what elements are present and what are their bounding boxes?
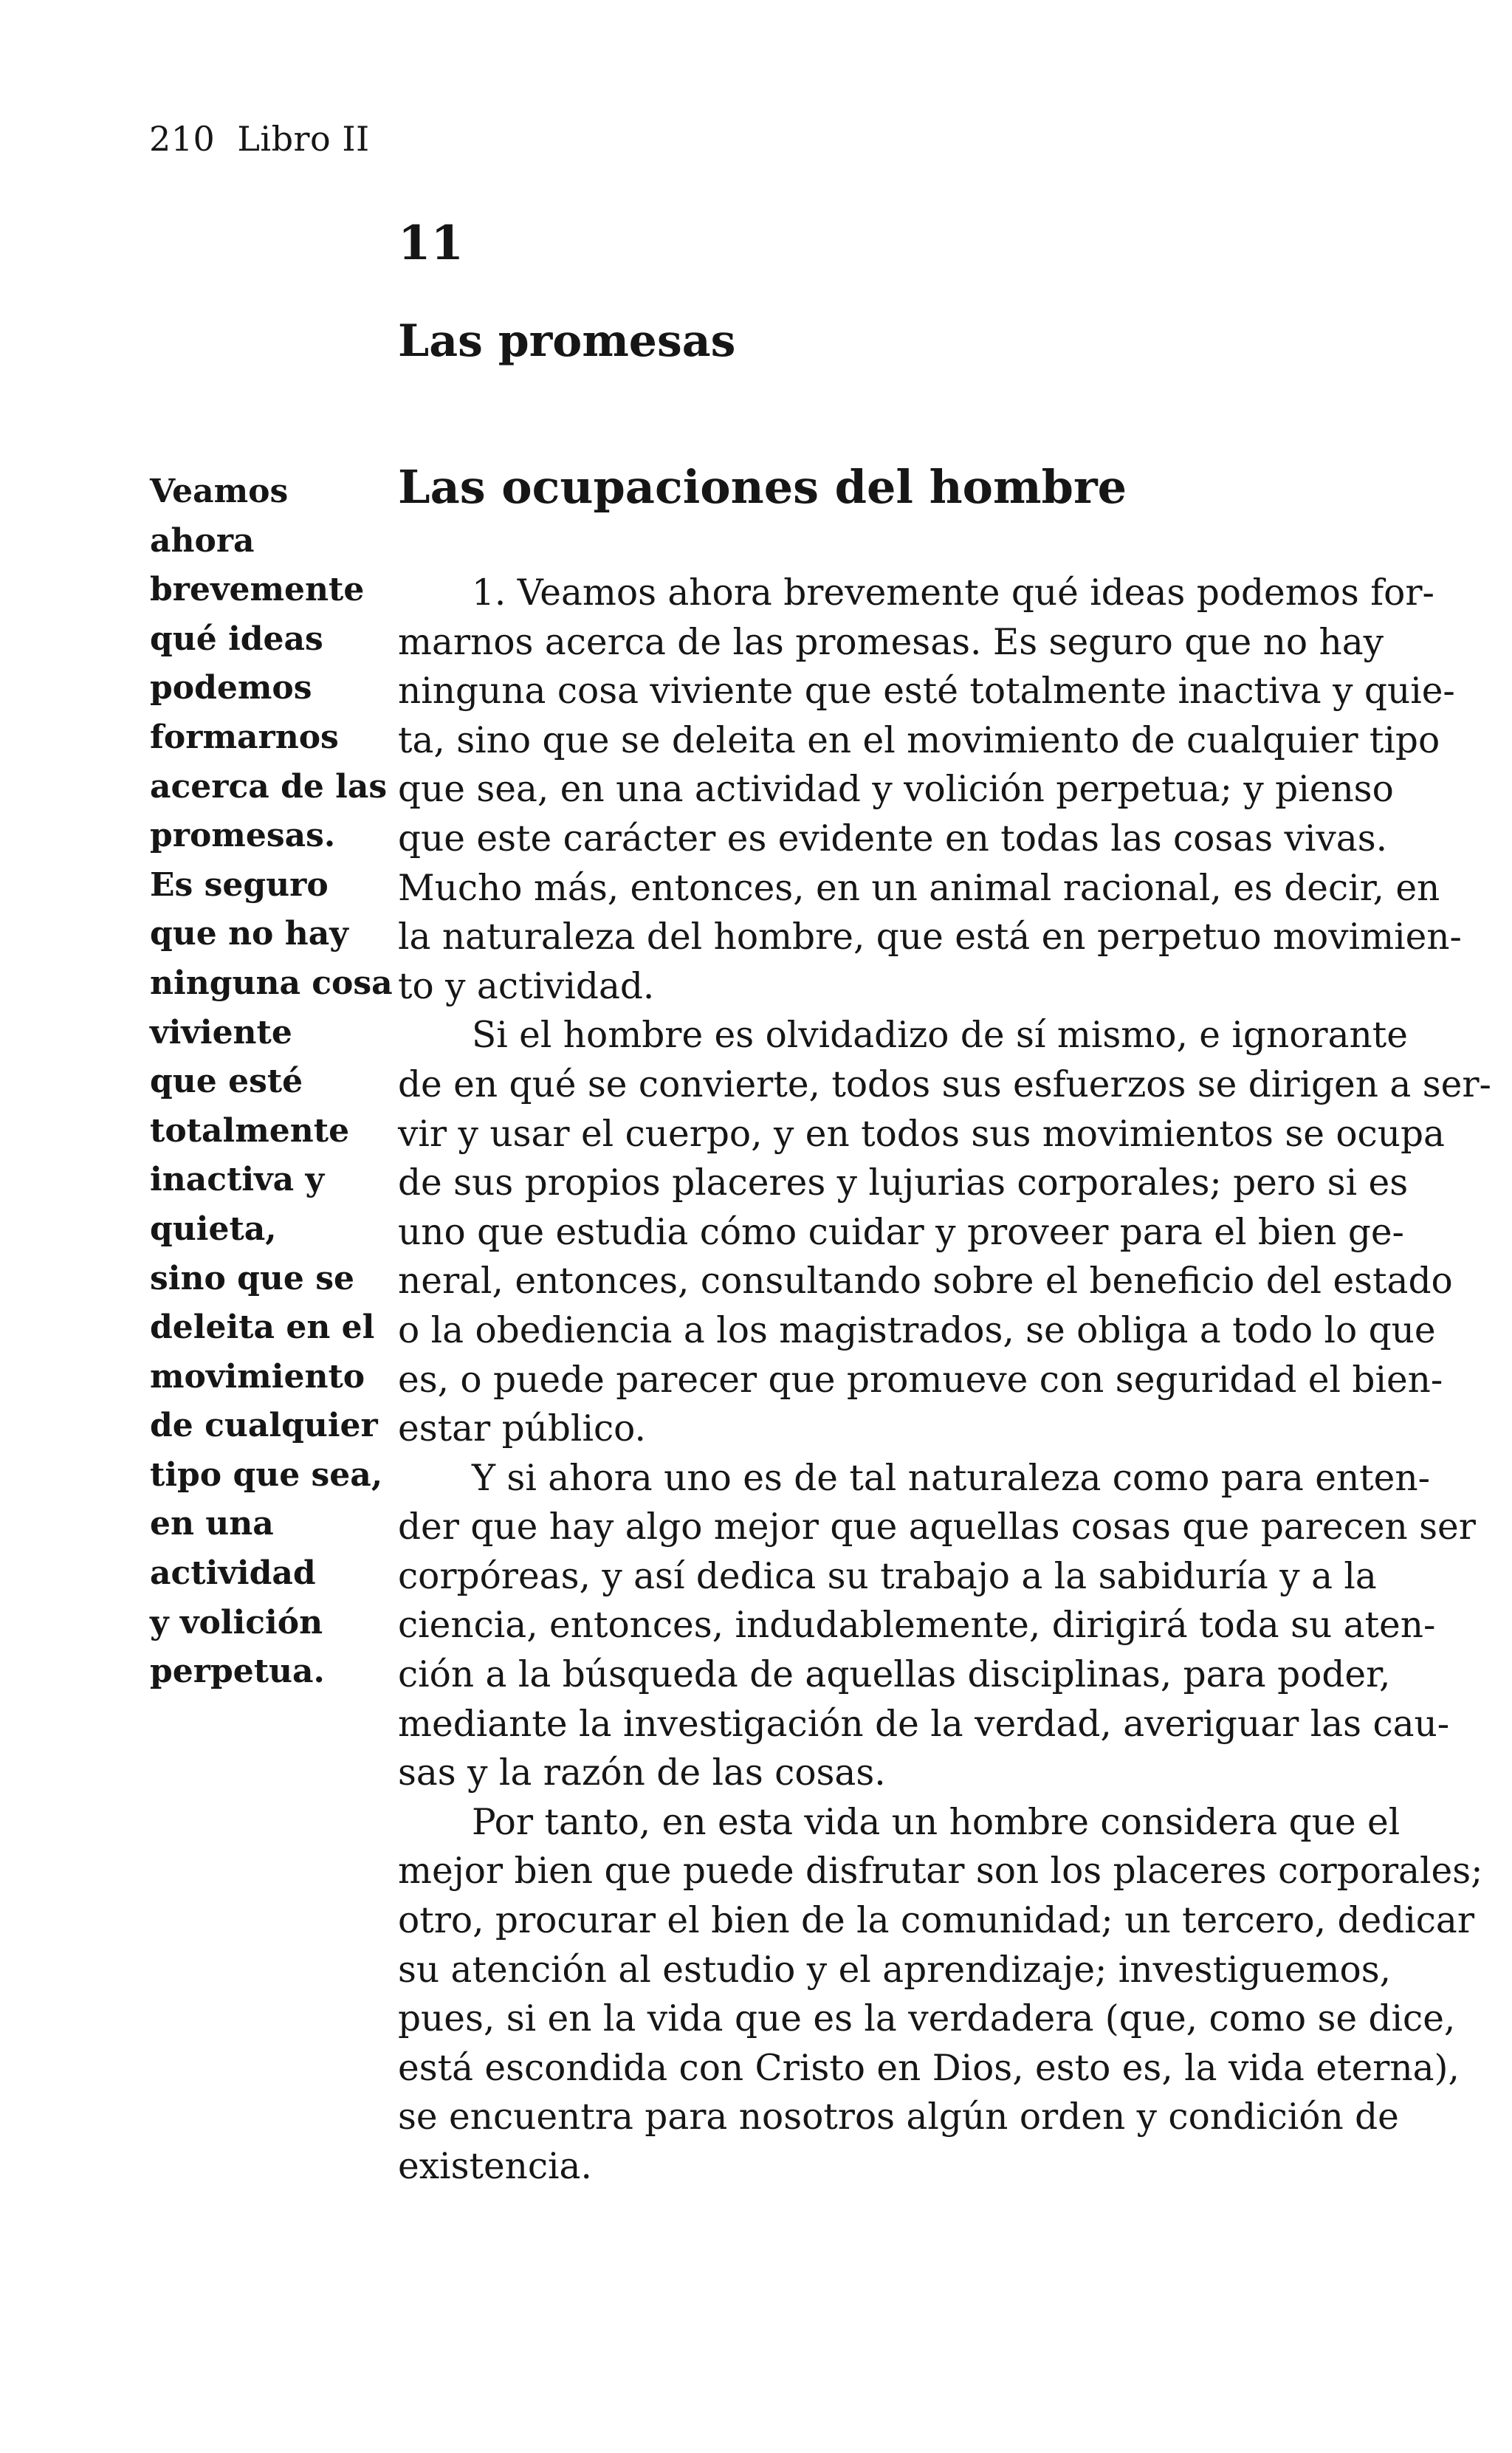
margin-note-line: sino que se [150, 1259, 354, 1297]
margin-note-line: Es seguro [150, 865, 329, 904]
body-line: existencia. [398, 2146, 592, 2187]
chapter-title: Las promesas [398, 315, 736, 367]
margin-note-line: promesas. [150, 817, 336, 855]
margin-note-line: totalmente [150, 1111, 350, 1150]
margin-note-line: perpetua. [150, 1653, 325, 1691]
chapter-number: 11 [398, 216, 464, 271]
body-text [398, 569, 1491, 2192]
body-line: ninguna cosa viviente que esté totalmente inactiva y quie- [398, 670, 1455, 713]
page-number: 210 [149, 119, 216, 159]
running-head [149, 117, 370, 161]
body-line: marnos acerca de las promesas. Es seguro que no hay [398, 621, 1384, 663]
margin-note-line: inactiva y [150, 1161, 325, 1199]
body-line: estar público. [398, 1408, 646, 1450]
body-line: neral, entonces, consultando sobre el beneficio del estado [398, 1260, 1453, 1303]
body-line: to y actividad. [398, 965, 655, 1007]
book-label: Libro II [237, 119, 370, 159]
body-line: está escondida con Cristo en Dios, esto es, la vida eterna), [398, 2047, 1460, 2089]
margin-note-line: Veamos [150, 473, 289, 510]
body-line: mediante la investigación de la verdad, averiguar las cau- [398, 1703, 1450, 1745]
section-title: Las ocupaciones del hombre [398, 460, 1127, 514]
margin-note-line: tipo que sea, [150, 1455, 383, 1494]
body-line: ta, sino que se deleita en el movimiento de cualquier tipo [398, 719, 1440, 761]
margin-note-line: que no hay [150, 915, 348, 953]
margin-note-line: en una [150, 1505, 274, 1543]
body-line: vir y usar el cuerpo, y en todos sus movimientos se ocupa [398, 1113, 1445, 1155]
body-line: ciencia, entonces, indudablemente, dirigirá toda su aten- [398, 1605, 1436, 1647]
margin-note-line: acerca de las [150, 767, 388, 806]
body-line: otro, procurar el bien de la comunidad; un tercero, dedicar [398, 1900, 1475, 1942]
margin-note-line: quieta, [150, 1210, 277, 1248]
margin-note-line: movimiento [150, 1357, 365, 1396]
margin-note-line: y volición [150, 1603, 323, 1641]
margin-note-line: actividad [150, 1554, 316, 1593]
margin-note-line: podemos [150, 669, 312, 707]
body-line: que este carácter es evidente en todas las cosas vivas. [398, 817, 1388, 860]
body-line: der que hay algo mejor que aquellas cosas que parecen ser [398, 1506, 1476, 1548]
body-line: que sea, en una actividad y volición perpetua; y pienso [398, 769, 1394, 811]
margin-note-line: deleita en el [150, 1308, 375, 1347]
body-line: Por tanto, en esta vida un hombre considera que el [472, 1801, 1401, 1843]
margin-note-line: formarnos [150, 718, 339, 756]
body-line: ción a la búsqueda de aquellas disciplinas, para poder, [398, 1654, 1391, 1696]
body-line: uno que estudia cómo cuidar y proveer para el bien ge- [398, 1211, 1404, 1253]
margin-note-line: viviente [150, 1013, 292, 1051]
margin-note-line: brevemente [150, 571, 365, 609]
body-line: sas y la razón de las cosas. [398, 1752, 886, 1794]
body-line: la naturaleza del hombre, que está en perpetuo movimien- [398, 916, 1462, 958]
body-line: Y si ahora uno es de tal naturaleza como para enten- [472, 1457, 1430, 1499]
body-line: pues, si en la vida que es la verdadera (que, como se dice, [398, 1998, 1456, 2040]
body-line: mejor bien que puede disfrutar son los placeres corporales; [398, 1850, 1483, 1893]
body-line: 1. Veamos ahora brevemente qué ideas podemos for- [472, 572, 1434, 614]
body-line: Mucho más, entonces, en un animal racional, es decir, en [398, 867, 1440, 909]
margin-note-line: ahora [150, 521, 255, 560]
body-line: corpóreas, y así dedica su trabajo a la sabiduría y a la [398, 1555, 1377, 1597]
body-line: se encuentra para nosotros algún orden y condición de [398, 2096, 1399, 2138]
body-line: su atención al estudio y el aprendizaje; investiguemos, [398, 1949, 1392, 1991]
margin-note-line: qué ideas [150, 620, 323, 658]
margin-note [150, 467, 393, 1697]
body-line: o la obediencia a los magistrados, se obliga a todo lo que [398, 1309, 1436, 1351]
body-line: Si el hombre es olvidadizo de sí mismo, e ignorante [472, 1015, 1408, 1057]
margin-note-line: de cualquier [150, 1407, 378, 1445]
body-line: de sus propios placeres y lujurias corporales; pero si es [398, 1162, 1409, 1204]
margin-note-line: que esté [150, 1063, 303, 1101]
margin-note-line: ninguna cosa [150, 964, 393, 1002]
body-line: es, o puede parecer que promueve con seguridad el bien- [398, 1359, 1443, 1401]
body-line: de en qué se convierte, todos sus esfuerzos se dirigen a ser- [398, 1063, 1491, 1105]
